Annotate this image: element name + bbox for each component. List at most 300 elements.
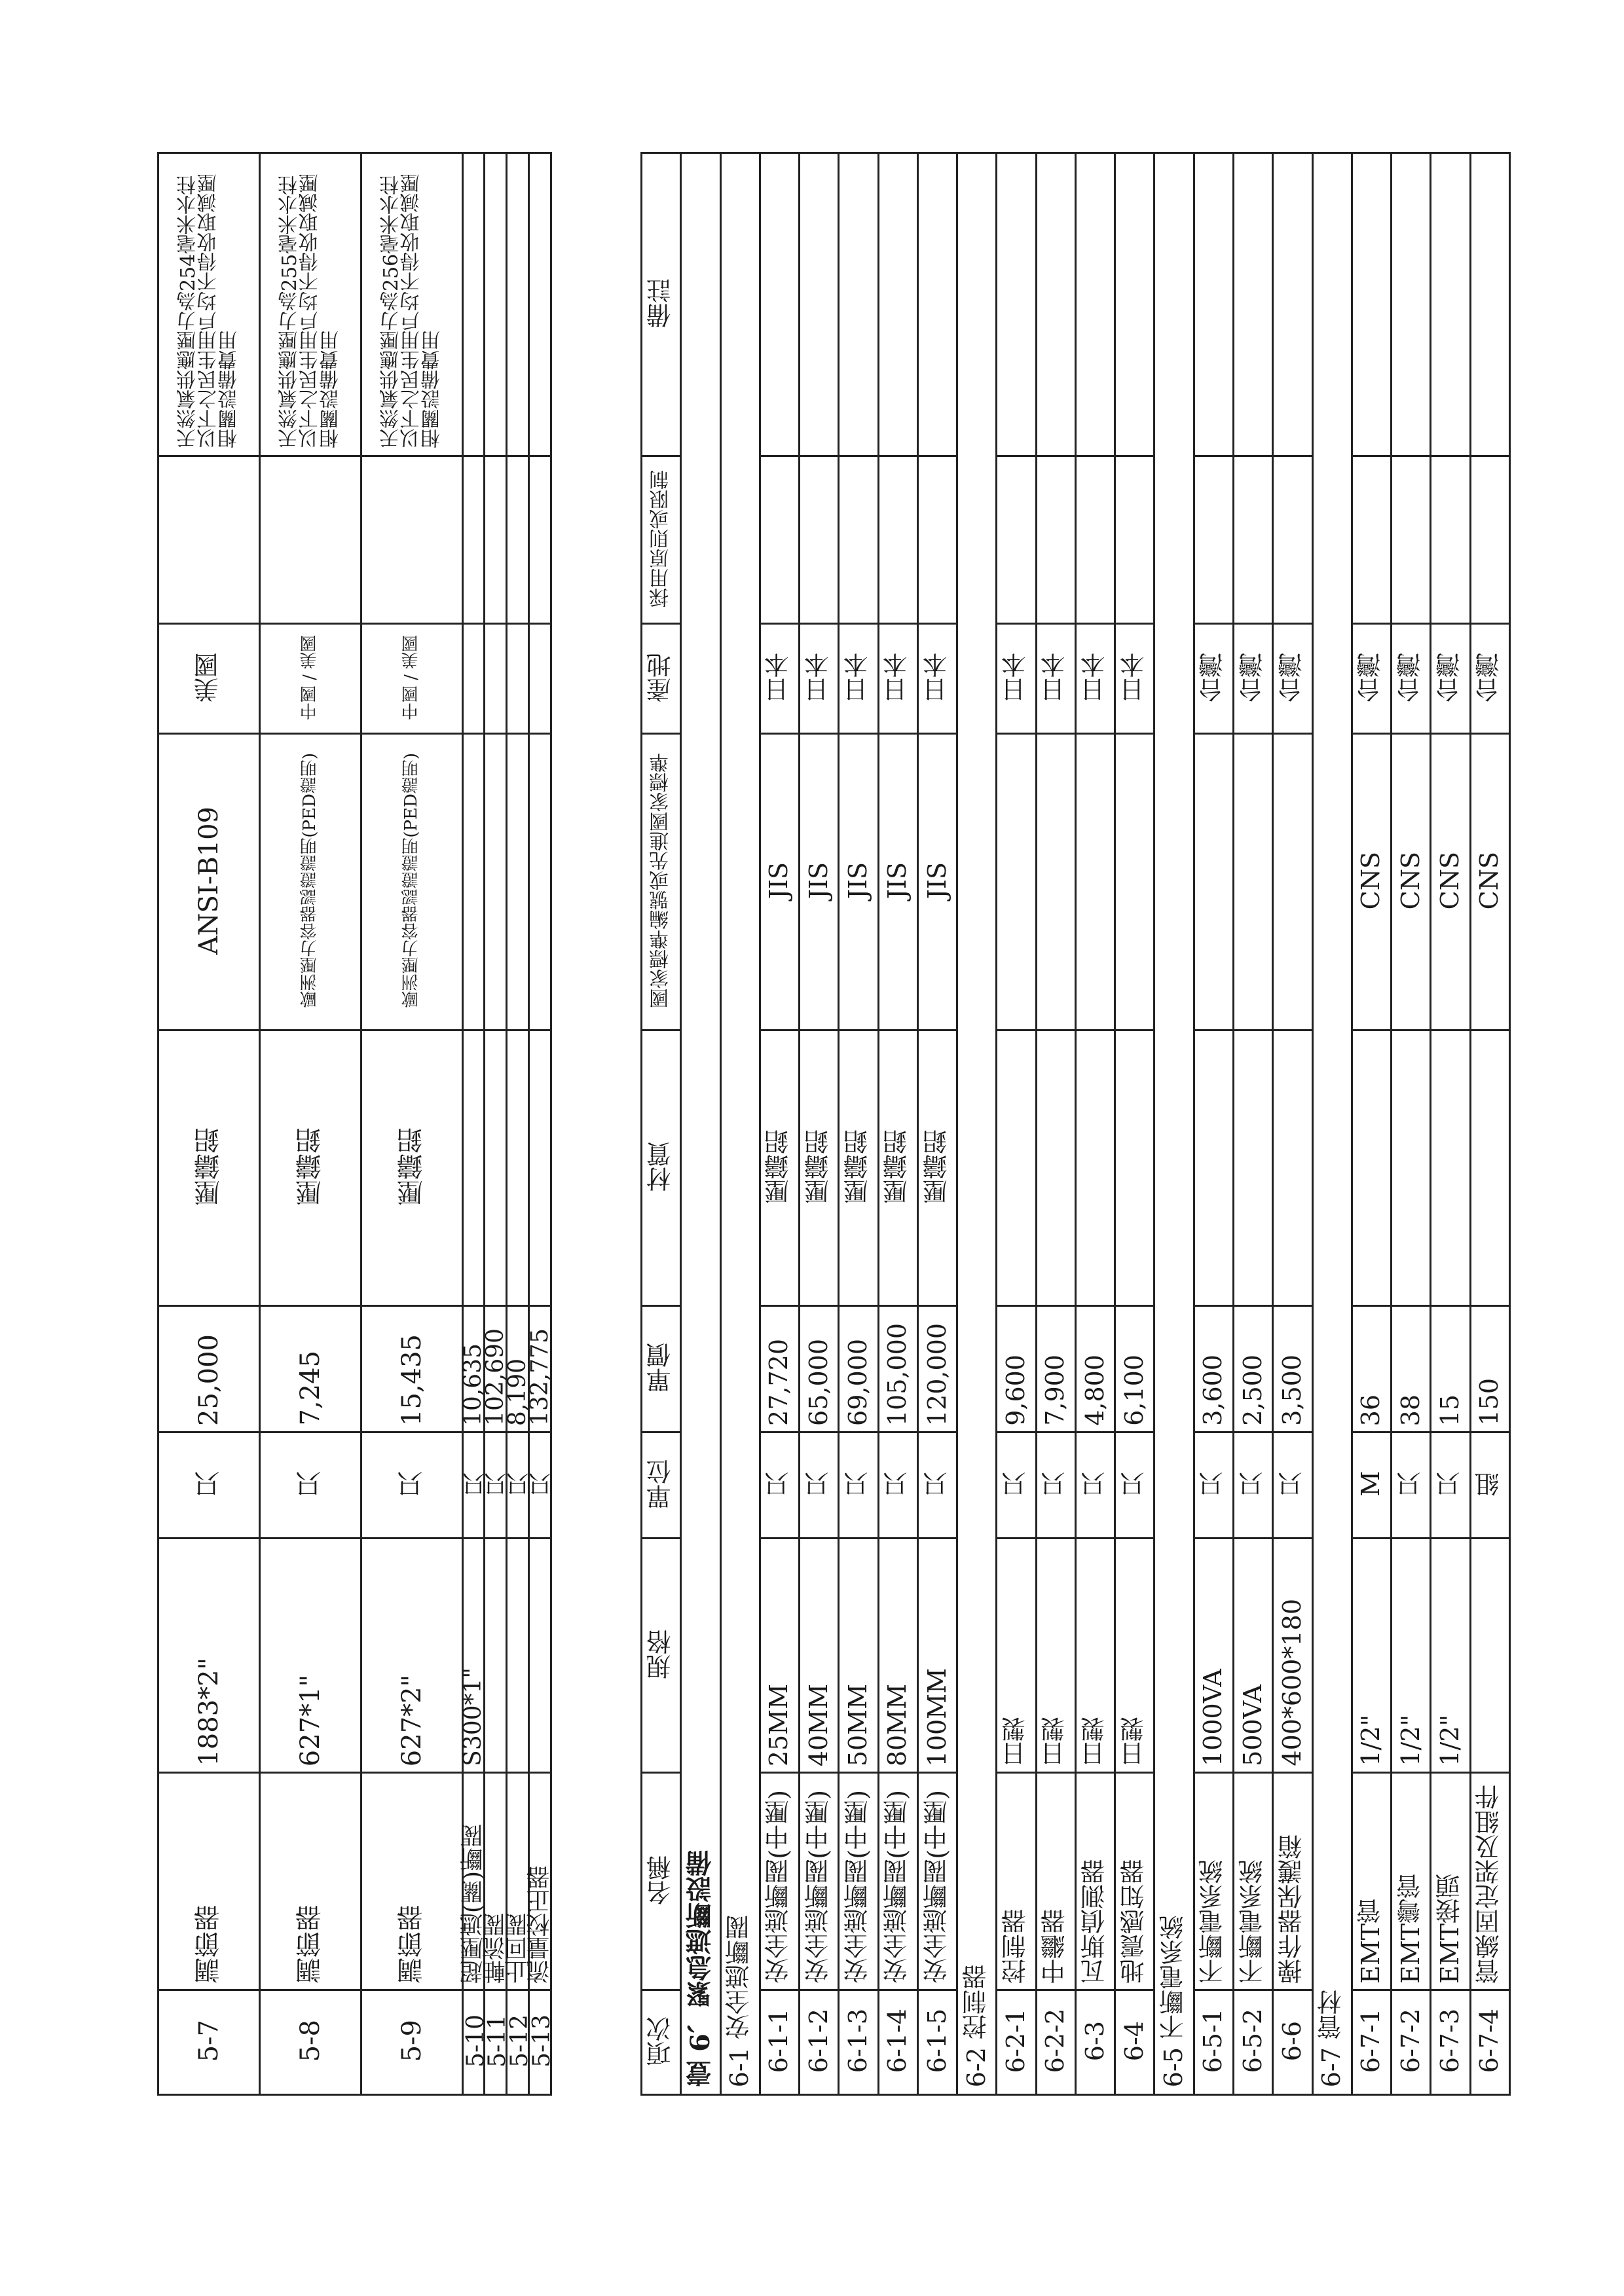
price-cell [878,1306,917,1432]
unit-text: 只 [1001,1471,1031,1497]
item-text: 5-12 [506,2014,533,2068]
price-text: 120,000 [922,1322,951,1426]
item-text: 5-8 [295,2020,325,2062]
standard-cell [1273,734,1312,1030]
remark-text: 天然氣供應壓力為256毫米水柱以下之民生用戶均不得收取減壓相關設備費用 [379,173,444,448]
item-text: 6-7-2 [1395,2009,1425,2073]
remark-cell [917,153,957,456]
material-cell [463,1030,485,1306]
remark-cell [878,153,917,456]
restriction-cell [1194,456,1233,624]
unit-cell [1194,1432,1233,1539]
origin-text: 台灣 [1435,652,1464,702]
name-text: 中繼器 [1041,1909,1070,1984]
name-cell [260,1773,361,1990]
unit-cell [1115,1432,1154,1539]
material-text: 壓鑄鋁 [843,1129,873,1204]
header-unit: 單位 [646,1459,675,1509]
spec-text: 50MM [843,1683,873,1766]
origin-cell [361,624,463,734]
restriction-cell [529,456,551,624]
standard-row [158,734,551,1030]
unit-cell [528,1432,555,1539]
origin-text: 台灣 [1277,652,1306,702]
standard-cell [997,734,1036,1030]
unit-cell [917,1432,957,1539]
standard-text: JIS [843,862,873,900]
name-cell [460,1773,487,1990]
unit-text: 只 [397,1470,427,1497]
origin-text: 台灣 [1395,652,1425,702]
name-cell [361,1773,463,1990]
standard-cell [917,734,957,1030]
item-cell [1273,1990,1312,2095]
material-cell [1233,1030,1272,1306]
item-cell [760,1990,799,2095]
name-text: 安全遮斷閥(中壓) [922,1790,951,1984]
spec-text: 1/2" [1435,1715,1464,1766]
unit-text: 只 [194,1470,224,1497]
price-cell [526,1306,553,1432]
standard-text: 歐洲壓力容器認證證明(PED證明) [300,753,320,1008]
item-cell [1470,1990,1509,2095]
name-cell [1470,1773,1509,1990]
item-text: 6-6 [1277,2020,1306,2062]
name-cell [800,1773,839,1990]
standard-cell [158,734,260,1030]
price-cell [481,1306,509,1432]
section-title-cell [681,153,720,2095]
unit-cell [800,1432,839,1539]
header-cell [642,456,681,624]
name-text: 操作器保護箱 [1277,1834,1306,1984]
unit-cell [1036,1432,1075,1539]
spec-text: 1883*2" [194,1658,224,1766]
origin-row [158,624,551,734]
unit-cell [1352,1432,1391,1539]
restriction-cell [997,456,1036,624]
header-cell [642,734,681,1030]
origin-cell [1194,624,1233,734]
remark-cell [485,153,507,456]
unit-cell [1273,1432,1312,1539]
name-cell [1194,1773,1233,1990]
price-cell [1194,1306,1233,1432]
item-text: 6-1-4 [883,2009,912,2073]
remark-cell [1233,153,1272,456]
item-cell [1036,1990,1075,2095]
standard-cell [529,734,551,1030]
name-cell [1075,1773,1115,1990]
price-cell [760,1306,799,1432]
unit-cell [997,1432,1036,1539]
standard-text: JIS [764,862,794,900]
item-text: 6-2-2 [1041,2009,1070,2073]
name-text: 不斷電系統 [1238,1859,1267,1984]
material-cell [760,1030,799,1306]
origin-cell [1036,624,1075,734]
unit-cell [1233,1432,1272,1539]
item-text: 6-7-1 [1356,2009,1386,2073]
header-cell [642,1539,681,1773]
unit-row [642,1432,1510,1539]
restriction-cell [1431,456,1470,624]
name-text: 調節器 [295,1905,325,1984]
origin-cell [839,624,878,734]
item-text: 6-2-1 [1001,2009,1031,2073]
standard-row [642,734,1510,1030]
restriction-cell [361,456,463,624]
standard-cell [361,734,463,1030]
name-cell [839,1773,878,1990]
remark-cell [1075,153,1115,456]
name-cell [997,1773,1036,1990]
origin-cell [1273,624,1312,734]
price-cell [1273,1306,1312,1432]
price-cell [1392,1306,1431,1432]
price-text: 65,000 [803,1339,833,1426]
remark-cell [463,153,485,456]
material-cell [917,1030,957,1306]
unit-cell [361,1432,463,1539]
item-row [642,1990,1510,2095]
spec-cell [507,1539,529,1773]
restriction-cell [463,456,485,624]
item-text: 6-1-1 [764,2009,794,2073]
standard-cell [1392,734,1431,1030]
name-text: 安全遮斷閥(中壓) [803,1790,833,1984]
price-text: 36 [1356,1394,1386,1426]
name-text: 調節器 [194,1905,224,1984]
spec-cell [1431,1539,1470,1773]
material-cell [1036,1030,1075,1306]
spec-text: 627*1" [295,1674,325,1766]
unit-cell [1075,1432,1115,1539]
item-cell [528,1990,555,2095]
origin-text: 日本 [922,652,951,702]
price-text: 102,690 [481,1328,509,1426]
restriction-cell [1036,456,1075,624]
name-text: 安全遮斷閥(中壓) [764,1790,794,1984]
item-cell [917,1990,957,2095]
name-text: 安全遮斷閥(中壓) [883,1790,912,1984]
price-row [642,1306,1510,1432]
price-text: 6,100 [1119,1355,1149,1426]
group-label-cell [1154,153,1194,2095]
unit-text: 只 [484,1472,511,1496]
name-text: 止回閥 [504,1913,531,1984]
item-cell [1075,1990,1115,2095]
material-text: 壓鑄鋁 [803,1129,833,1204]
header-remark: 備註 [646,278,675,328]
group-label: 6-5 不斷電系統 [1159,1914,1189,2087]
spec-cell [760,1539,799,1773]
item-cell [260,1990,361,2095]
item-text: 6-5-1 [1198,2009,1228,2073]
unit-text: 只 [803,1471,833,1497]
price-text: 15 [1435,1394,1464,1426]
name-text: 瓦斯偵測器 [1080,1859,1109,1984]
item-text: 5-10 [462,2014,489,2068]
price-cell [1233,1306,1272,1432]
name-cell [526,1773,553,1990]
standard-cell [507,734,529,1030]
origin-text: 日本 [1001,652,1031,702]
material-text: 壓鑄鋁 [295,1127,325,1206]
material-cell [800,1030,839,1306]
material-cell [1470,1030,1509,1306]
remark-cell [1194,153,1233,456]
origin-cell [760,624,799,734]
unit-cell [462,1432,489,1539]
origin-cell [1352,624,1391,734]
price-text: 10,635 [460,1343,487,1426]
origin-cell [997,624,1036,734]
restriction-cell [1273,456,1312,624]
origin-cell [158,624,260,734]
remark-row [642,153,1510,456]
header-name: 名稱 [646,1855,675,1905]
price-text: 132,775 [526,1328,553,1426]
restriction-cell [800,456,839,624]
name-row [158,1773,551,1990]
name-text: 管線固定架及組件 [1475,1785,1504,1984]
standard-text: JIS [803,862,833,900]
standard-text: 歐洲壓力容器認證證明(PED證明) [401,753,422,1008]
spec-row [642,1539,1510,1773]
name-cell [1392,1773,1431,1990]
origin-text: 日本 [764,652,794,702]
restriction-cell [1233,456,1272,624]
origin-text: 中國 / 美國 [401,634,422,720]
price-cell [1075,1306,1115,1432]
price-cell [839,1306,878,1432]
spec-cell [997,1539,1036,1773]
standard-cell [1431,734,1470,1030]
remark-cell [507,153,529,456]
price-text: 69,000 [843,1339,873,1426]
name-cell [917,1773,957,1990]
item-cell [1115,1990,1154,2095]
origin-cell [1431,624,1470,734]
name-cell [1036,1773,1075,1990]
item-cell [839,1990,878,2095]
restriction-cell [1352,456,1391,624]
spec-cell [158,1539,260,1773]
spec-cell [839,1539,878,1773]
unit-cell [1431,1432,1470,1539]
unit-cell [839,1432,878,1539]
price-text: 27,720 [764,1339,794,1426]
restriction-cell [917,456,957,624]
remark-cell [1392,153,1431,456]
restriction-cell [839,456,878,624]
remark-cell [1431,153,1470,456]
material-cell [507,1030,529,1306]
unit-cell [760,1432,799,1539]
item-text: 6-1-3 [843,2009,873,2073]
price-cell [1470,1306,1509,1432]
origin-cell [1392,624,1431,734]
header-cell [642,1990,681,2095]
spec-cell [361,1539,463,1773]
origin-cell [507,624,529,734]
restriction-cell [1115,456,1154,624]
standard-cell [1194,734,1233,1030]
item-text: 5-11 [484,2014,511,2068]
restriction-cell [1075,456,1115,624]
spec-text: 1/2" [1356,1715,1386,1766]
unit-text: 只 [883,1471,912,1497]
spec-text: 100MM [922,1667,951,1766]
name-text: 調節器 [397,1905,427,1984]
material-cell [1431,1030,1470,1306]
standard-text: JIS [883,862,912,900]
standard-cell [800,734,839,1030]
restriction-cell [760,456,799,624]
price-text: 15,435 [397,1334,427,1426]
spec-cell [878,1539,917,1773]
name-text: 地震感知器 [1119,1859,1149,1984]
remark-cell [529,153,551,456]
spec-cell [460,1539,487,1773]
group-label-cell [1312,153,1352,2095]
item-text: 6-1-5 [922,2009,951,2073]
standard-cell [1075,734,1115,1030]
item-text: 6-7-4 [1475,2009,1504,2073]
origin-text: 日本 [1041,652,1070,702]
origin-cell [1075,624,1115,734]
item-cell [1233,1990,1272,2095]
origin-text: 日本 [843,652,873,702]
price-cell [1431,1306,1470,1432]
header-standard: 國家標準編號或先進國家標準 [649,753,673,1008]
remark-text: 天然氣供應壓力為255毫米水柱以下之民生用戶均不得收取減壓相關設備費用 [278,173,342,448]
spec-cell [260,1539,361,1773]
spec-cell [1115,1539,1154,1773]
header-cell [642,1030,681,1306]
price-cell [504,1306,531,1432]
origin-text: 台灣 [1198,652,1228,702]
price-cell [1352,1306,1391,1432]
material-cell [997,1030,1036,1306]
item-row [158,1990,551,2095]
price-cell [917,1306,957,1432]
spec-cell [1470,1539,1509,1773]
material-cell [1194,1030,1233,1306]
material-cell [878,1030,917,1306]
material-cell [1392,1030,1431,1306]
name-text: 軸流閥 [481,1913,509,1984]
remark-text: 天然氣供應壓力為254毫米水柱以下之民生用戶均不得收取減壓相關設備費用 [176,173,241,448]
unit-text: 只 [528,1472,555,1496]
price-text: 25,000 [194,1334,224,1426]
item-cell [1352,1990,1391,2095]
spec-text: 1/2" [1395,1715,1425,1766]
origin-cell [1233,624,1272,734]
origin-text: 台灣 [1475,652,1504,702]
material-cell [1115,1030,1154,1306]
restriction-cell [158,456,260,624]
unit-cell [260,1432,361,1539]
name-text: 不斷電系統 [1198,1859,1228,1984]
item-text: 6-4 [1119,2020,1149,2062]
item-cell [1431,1990,1470,2095]
header-cell [642,1432,681,1539]
spec-cell [800,1539,839,1773]
spec-cell [1194,1539,1233,1773]
item-text: 5-13 [528,2014,555,2068]
price-cell [158,1306,260,1432]
spec-text: 40MM [803,1683,833,1766]
unit-cell [878,1432,917,1539]
unit-cell [1392,1432,1431,1539]
unit-text: 只 [506,1472,533,1496]
name-cell [1431,1773,1470,1990]
spec-cell [1392,1539,1431,1773]
name-cell [481,1773,509,1990]
restriction-cell [1392,456,1431,624]
origin-text: 中國 / 美國 [300,634,320,720]
origin-text: 日本 [1119,652,1149,702]
bottom-price-table [640,152,1511,2096]
section-title: 壹 6、緊急遮斷設備 [684,1850,716,2087]
header-price: 單價 [646,1343,675,1393]
item-cell [1194,1990,1233,2095]
name-text: EMT管 [1356,1899,1386,1984]
unit-text: 只 [764,1471,794,1497]
name-cell [1352,1773,1391,1990]
unit-text: 只 [295,1470,325,1497]
group-label: 6-2 控制器 [961,1964,991,2087]
spec-text: 日製 [1041,1717,1070,1766]
unit-text: 組 [1475,1471,1504,1497]
unit-text: 只 [1435,1471,1464,1497]
standard-cell [760,734,799,1030]
remark-cell [1273,153,1312,456]
spec-cell [1273,1539,1312,1773]
name-cell [878,1773,917,1990]
spec-cell [1352,1539,1391,1773]
header-material: 材質 [646,1142,675,1192]
unit-cell [506,1432,533,1539]
price-cell [361,1306,463,1432]
remark-cell [361,153,463,456]
price-text: 105,000 [883,1322,912,1426]
item-text: 5-7 [194,2020,224,2062]
price-text: 150 [1475,1378,1504,1426]
origin-cell [1115,624,1154,734]
unit-text: 只 [1277,1471,1306,1497]
name-text: 超壓遮(關)斷閥 [460,1823,487,1984]
spec-row [158,1539,551,1773]
material-row [158,1030,551,1306]
item-cell [484,1990,511,2095]
standard-text: CNS [1395,851,1425,910]
group-label-cell [957,153,997,2095]
remark-cell [800,153,839,456]
name-text: EMT接頭 [1435,1874,1464,1984]
remark-cell [760,153,799,456]
restriction-row [158,456,551,624]
header-cell [642,153,681,456]
name-cell [1115,1773,1154,1990]
standard-cell [839,734,878,1030]
price-cell [1115,1306,1154,1432]
spec-cell [1036,1539,1075,1773]
unit-text: 只 [1238,1471,1267,1497]
price-text: 3,500 [1277,1355,1306,1426]
